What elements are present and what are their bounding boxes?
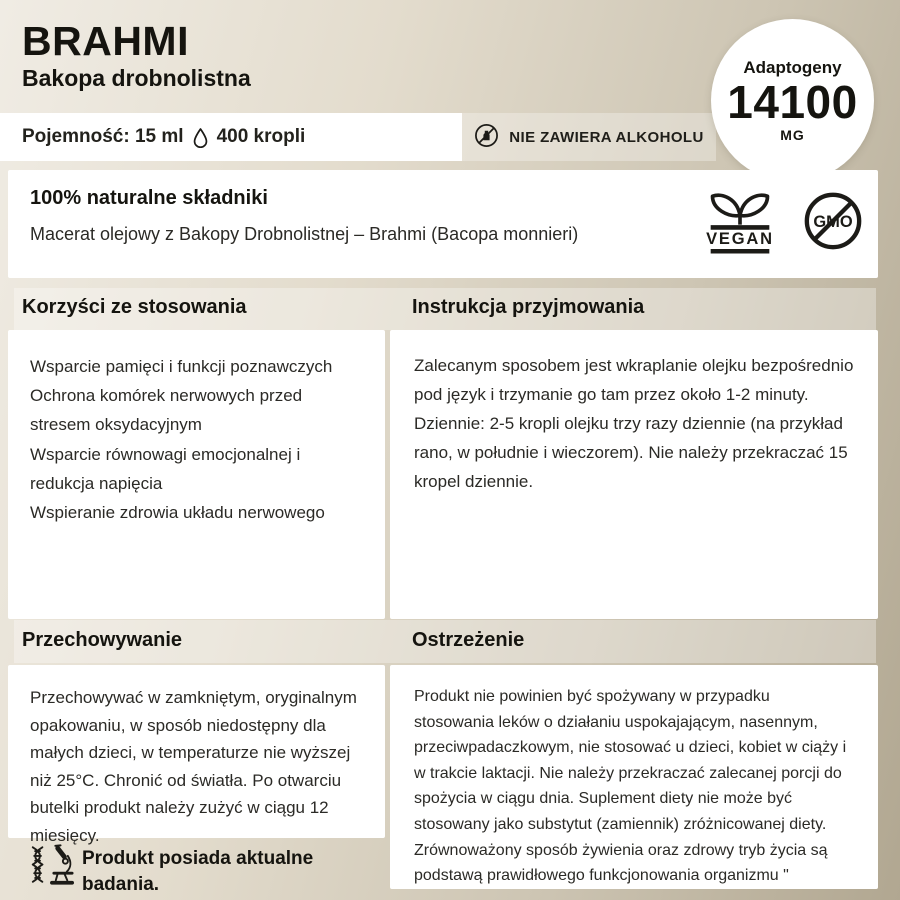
storage-heading: Przechowywanie: [22, 629, 183, 651]
no-alcohol-icon: [474, 123, 499, 152]
capacity-drops-label: 400 kropli: [216, 126, 306, 147]
warning-card: [390, 665, 878, 889]
gmo-free-icon: [802, 190, 864, 257]
alcohol-free-label: NIE ZAWIERA ALKOHOLU: [509, 128, 704, 146]
ingredients-card: [8, 170, 878, 278]
adaptogens-badge: [711, 19, 874, 182]
capacity-bar: [0, 113, 462, 161]
ingredients-description: Macerat olejowy z Bakopy Drobnolistnej – Brahmi (Bacopa monnieri): [30, 224, 579, 244]
instructions-heading: Instrukcja przyjmowania: [412, 296, 645, 318]
benefit-item: Wspieranie zdrowia układu nerwowego: [30, 503, 325, 523]
product-subtitle: Bakopa drobnolistna: [22, 65, 251, 92]
instructions-text-line2: Dziennie: 2-5 kropli olejku trzy razy dziennie (na przykład rano, w południe i wieczorem). Nie należy przekraczać 15 kropel dziennie.: [414, 413, 848, 491]
benefits-heading: Korzyści ze stosowania: [22, 296, 247, 318]
ingredients-heading: 100% naturalne składniki: [30, 187, 268, 209]
alcohol-free-banner: [462, 113, 716, 161]
benefits-card: [8, 330, 385, 619]
vegan-icon: [704, 188, 776, 259]
droplet-icon: [192, 127, 209, 148]
product-name: BRAHMI: [22, 18, 189, 64]
storage-card: [8, 665, 385, 845]
instructions-text-line1: Zalecanym sposobem jest wkraplanie olejku bezpośrednio pod język i trzymanie go tam przez około 1-2 minuty.: [414, 356, 854, 404]
capacity-volume-label: Pojemność: 15 ml: [22, 126, 184, 147]
brand-block: [22, 20, 251, 92]
storage-text: Przechowywać w zamkniętym, oryginalnym opakowaniu, w sposób niedostępny dla małych dzieci, w temperaturze nie wyższej niż 25°C. Chronić od światła. Po otwarciu butelki produkt należy zużyć w ciągu 12 miesięcy.: [30, 688, 357, 845]
warning-text: Produkt nie powinien być spożywany w przypadku stosowania leków o działaniu uspokajającym, nasennym, przeciwpadaczkowym, nie stosować u dzieci, kobiet w ciąży i w trakcie laktacji. Nie należy przekraczać zalecanej porcji do spożycia w ciągu dnia. Suplement diety nie może być stosowany jako substytut (zamiennik) zróżnicowanej diety. Zrównoważony sposób żywienia oraz zdrowy tryb życia są podstawą prawidłowego funkcjonowania organizmu ": [414, 688, 847, 885]
research-note: Produkt posiada aktualne badania.: [82, 848, 314, 895]
warning-heading: Ostrzeżenie: [412, 629, 525, 651]
benefit-item: Wsparcie równowagi emocjonalnej i redukcja napięcia: [30, 444, 301, 493]
badge-label: Adaptogeny: [743, 58, 842, 78]
certification-icons: [704, 188, 864, 259]
benefit-item: Ochrona komórek nerwowych przed stresem oksydacyjnym: [30, 386, 303, 435]
microscope-dna-icon: [28, 843, 74, 893]
benefit-item: Wsparcie pamięci i funkcji poznawczych: [30, 357, 333, 376]
badge-unit: MG: [780, 126, 805, 143]
svg-text:GMO: GMO: [813, 212, 853, 231]
badge-value: 14100: [727, 76, 858, 129]
instructions-card: [390, 330, 878, 619]
svg-text:VEGAN: VEGAN: [706, 229, 774, 248]
